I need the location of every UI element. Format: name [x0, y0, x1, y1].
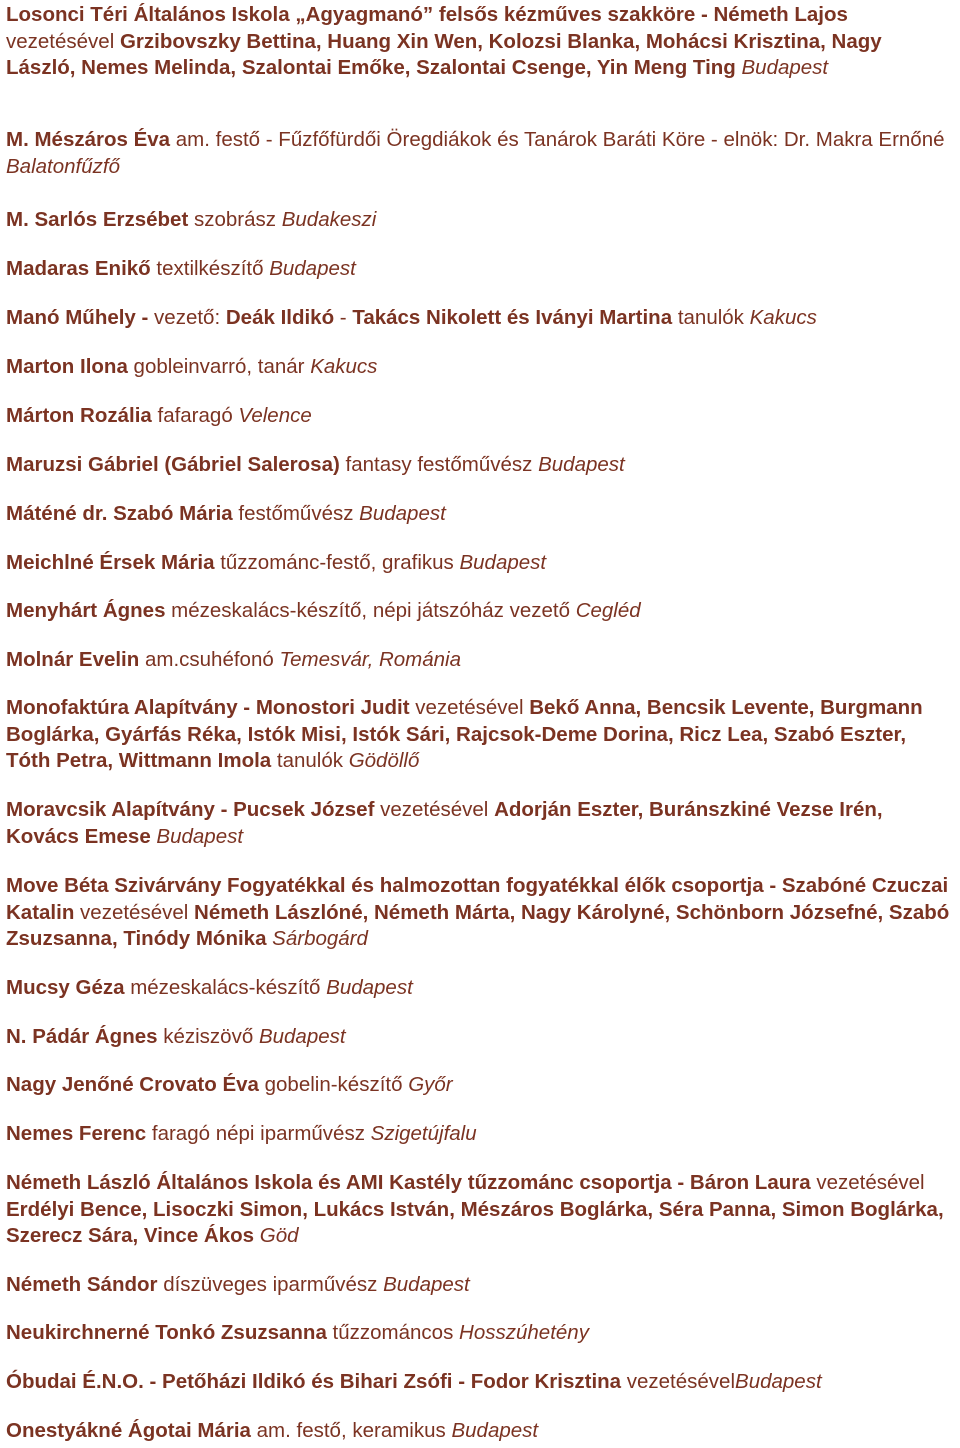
- list-entry: [6, 305, 956, 332]
- place-text: Budapest: [451, 1419, 539, 1442]
- description-text: gobelin-készítő: [258, 1073, 409, 1096]
- list-entry: [6, 1121, 956, 1148]
- list-entry: [6, 1272, 956, 1299]
- place-text: Temesvár, Románia: [279, 648, 462, 671]
- place-text: Sárbogárd: [266, 927, 368, 950]
- list-entry: [6, 550, 956, 577]
- name-text: Nemes Ferenc: [6, 1122, 147, 1145]
- place-text: Budapest: [359, 502, 446, 525]
- list-entry: [6, 1170, 956, 1250]
- place-text: Budapest: [735, 1370, 822, 1393]
- place-text: Budapest: [258, 1025, 346, 1048]
- place-text: Budapest: [735, 56, 829, 79]
- name-text: Deák Ildikó: [225, 306, 335, 329]
- description-text: vezetésével: [621, 1370, 736, 1393]
- description-text: gobleinvarró, tanár: [127, 355, 311, 378]
- description-text: vezető:: [148, 306, 226, 329]
- name-text: Neukirchnerné Tonkó Zsuzsanna: [6, 1321, 327, 1344]
- description-text: vezetésével: [409, 696, 530, 719]
- name-text: Adorján Eszter, Buránszkiné Vezse Irén, Kovács Emese: [6, 798, 883, 848]
- name-text: Erdélyi Bence, Lisoczki Simon, Lukács István, Mészáros Boglárka, Séra Panna, Simon Boglárka, Szerecz Sára, Vince Ákos: [6, 1197, 944, 1247]
- place-text: Velence: [238, 404, 312, 427]
- description-text: tűzzománc-festő, grafikus: [214, 551, 460, 574]
- description-text: kéziszövő: [157, 1025, 259, 1048]
- list-entry: [6, 127, 956, 180]
- description-text: szobrász: [188, 208, 282, 231]
- name-text: N. Pádár Ágnes: [6, 1025, 158, 1048]
- list-entry: [6, 452, 956, 479]
- name-text: M. Mészáros Éva: [6, 128, 171, 151]
- name-text: Németh Sándor: [6, 1273, 158, 1296]
- place-text: Hosszúhetény: [459, 1321, 589, 1344]
- description-text: tanulók: [271, 749, 349, 772]
- description-text: am.csuhéfonó: [139, 648, 280, 671]
- list-entry: [6, 1320, 956, 1347]
- place-text: Kakucs: [749, 306, 817, 329]
- name-text: Mucsy Géza: [6, 976, 125, 999]
- name-text: Grzibovszky Bettina, Huang Xin Wen, Kolozsi Blanka, Mohácsi Krisztina, Nagy László, Nemes Melinda, Szalontai Emőke, Szalontai Csenge, Yin Meng Ting: [6, 29, 882, 79]
- list-entry: [6, 695, 956, 775]
- list-entry: [6, 1369, 956, 1396]
- name-text: Meichlné Érsek Mária: [6, 551, 215, 574]
- description-text: tanulók: [672, 306, 750, 329]
- description-text: mézeskalács-készítő, népi játszóház vezető: [165, 599, 576, 622]
- name-text: Németh László Általános Iskola és AMI Kastély tűzzománc csoportja - Báron Laura: [6, 1171, 811, 1194]
- list-entry: [6, 1024, 956, 1051]
- name-text: Maruzsi Gábriel (Gábriel Salerosa): [6, 453, 340, 476]
- list-entry: [6, 2, 956, 82]
- list-entry: [6, 797, 956, 850]
- name-text: Madaras Enikő: [6, 257, 151, 280]
- description-text: vezetésével: [374, 798, 495, 821]
- name-text: Moravcsik Alapítvány - Pucsek József: [6, 798, 375, 821]
- name-text: Losonci Téri Általános Iskola „Agyagmanó” felsős kézműves szakköre - Németh Lajos: [6, 3, 848, 26]
- place-text: Göd: [254, 1224, 299, 1247]
- description-text: díszüveges iparművész: [157, 1273, 384, 1296]
- description-text: vezetésével: [6, 29, 120, 53]
- description-text: vezetésével: [74, 900, 195, 924]
- description-text: -: [334, 306, 353, 329]
- name-text: Bekő Anna, Bencsik Levente, Burgmann Boglárka, Gyárfás Réka, Istók Misi, Istók Sári, Rajcsok-Deme Dorina, Ricz Lea, Szabó Eszter, Tóth Petra, Wittmann Imola: [6, 696, 923, 772]
- name-text: Óbudai É.N.O. - Petőházi Ildikó és Bihari Zsófi - Fodor Krisztina: [6, 1370, 622, 1393]
- place-text: Kakucs: [310, 355, 378, 378]
- name-text: M. Sarlós Erzsébet: [6, 208, 189, 231]
- list-entry: [6, 647, 956, 674]
- name-text: Molnár Evelin: [6, 648, 140, 671]
- place-text: Budapest: [326, 976, 413, 999]
- name-text: Menyhárt Ágnes: [6, 599, 166, 622]
- list-entry: [6, 1418, 956, 1445]
- name-text: Nagy Jenőné Crovato Éva: [6, 1073, 259, 1096]
- place-text: Szigetújfalu: [370, 1122, 477, 1145]
- place-text: Győr: [408, 1073, 453, 1096]
- name-text: Manó Műhely -: [6, 306, 149, 329]
- description-text: mézeskalács-készítő: [124, 976, 327, 999]
- place-text: Gödöllő: [348, 749, 420, 772]
- name-text: Márton Rozália: [6, 404, 152, 427]
- list-entry: [6, 207, 956, 234]
- place-text: Budakeszi: [281, 208, 377, 231]
- name-text: Máténé dr. Szabó Mária: [6, 502, 233, 525]
- description-text: am. festő - Fűzfőfürdői Öregdiákok és Tanárok Baráti Köre - elnök: Dr. Makra Ernőné: [170, 128, 945, 151]
- description-text: textilkészítő: [150, 257, 270, 280]
- description-text: faragó népi iparművész: [146, 1122, 371, 1145]
- list-entry: [6, 501, 956, 528]
- place-text: Budapest: [459, 551, 547, 574]
- list-entry: [6, 256, 956, 283]
- description-text: fafaragó: [151, 404, 239, 427]
- place-text: Budapest: [269, 257, 356, 280]
- place-text: Budapest: [538, 453, 625, 476]
- name-text: Onestyákné Ágotai Mária: [6, 1419, 251, 1442]
- description-text: tűzzománcos: [326, 1321, 460, 1344]
- place-text: Budapest: [383, 1273, 470, 1296]
- description-text: festőművész: [232, 502, 360, 525]
- list-entry: [6, 403, 956, 430]
- list-entry: [6, 598, 956, 625]
- description-text: vezetésével: [810, 1171, 925, 1194]
- name-text: Marton Ilona: [6, 355, 128, 378]
- name-text: Monofaktúra Alapítvány - Monostori Judit: [6, 696, 410, 719]
- list-entry: [6, 354, 956, 381]
- place-text: Budapest: [150, 824, 244, 848]
- name-text: Move Béta Szivárvány Fogyatékkal és halmozottan fogyatékkal élők csoportja - Szabóné Czuczai Katalin: [6, 874, 949, 924]
- list-entry: [6, 975, 956, 1002]
- description-text: am. festő, keramikus: [250, 1419, 452, 1442]
- name-text: Takács Nikolett és Iványi Martina: [352, 306, 673, 329]
- list-entry: [6, 1072, 956, 1099]
- description-text: fantasy festőművész: [339, 453, 539, 476]
- list-entry: [6, 873, 956, 953]
- place-text: Cegléd: [575, 599, 641, 622]
- name-text: Németh Lászlóné, Németh Márta, Nagy Károlyné, Schönborn Józsefné, Szabó Zsuzsanna, Tinódy Mónika: [6, 900, 950, 950]
- place-text: Balatonfűzfő: [6, 154, 120, 178]
